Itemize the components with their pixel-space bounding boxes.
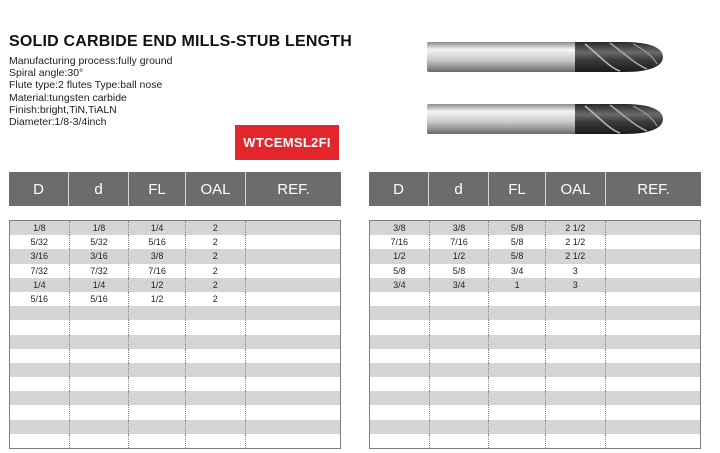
cell-d-outer [10, 349, 70, 363]
cell-ref [246, 405, 340, 419]
cell-oal [186, 434, 246, 448]
cell-d-outer: 5/32 [10, 235, 70, 249]
cell-oal [546, 391, 606, 405]
cell-d-outer: 1/8 [10, 221, 70, 235]
cell-ref [606, 306, 700, 320]
table-row [10, 405, 340, 419]
cell-fl: 5/8 [489, 221, 546, 235]
cell-d-outer: 1/4 [10, 278, 70, 292]
cell-d-shank [430, 349, 490, 363]
cell-d-outer: 1/2 [370, 249, 430, 263]
cell-d-outer [10, 434, 70, 448]
cell-d-shank [430, 377, 490, 391]
cell-d-outer [370, 405, 430, 419]
cell-d-outer [10, 405, 70, 419]
table-row [370, 306, 700, 320]
header-d-shank: d [69, 172, 129, 206]
cell-d-shank [70, 349, 130, 363]
cell-d-shank [430, 292, 490, 306]
cell-d-outer [10, 320, 70, 334]
cell-fl [129, 377, 186, 391]
spec-material: Material:tungsten carbide [9, 91, 127, 104]
cell-d-shank: 1/8 [70, 221, 130, 235]
cell-fl: 3/4 [489, 264, 546, 278]
cell-d-shank: 7/32 [70, 264, 130, 278]
cell-fl [129, 320, 186, 334]
cell-fl [489, 320, 546, 334]
table-row [370, 405, 700, 419]
spec-list [9, 55, 172, 128]
cell-d-shank [430, 420, 490, 434]
table-row [370, 235, 700, 249]
cell-d-outer [10, 377, 70, 391]
cell-oal: 2 [186, 221, 246, 235]
cell-d-outer [370, 420, 430, 434]
table-row [10, 249, 340, 263]
cell-oal [186, 363, 246, 377]
table-row [370, 221, 700, 235]
cell-fl [489, 377, 546, 391]
cell-d-shank: 3/16 [70, 249, 130, 263]
cell-ref [606, 377, 700, 391]
cell-d-shank [70, 434, 130, 448]
table-row [370, 278, 700, 292]
cell-d-outer [10, 306, 70, 320]
table-row [10, 306, 340, 320]
spec-diameter: Diameter:1/8-3/4inch [9, 116, 107, 129]
cell-fl: 1 [489, 278, 546, 292]
cell-d-outer [370, 306, 430, 320]
cell-oal [186, 335, 246, 349]
header-ref: REF. [637, 180, 670, 198]
cell-d-outer: 5/16 [10, 292, 70, 306]
table-row [10, 221, 340, 235]
cell-d-shank: 1/4 [70, 278, 130, 292]
cell-oal: 2 [186, 292, 246, 306]
table-row [10, 420, 340, 434]
cell-oal [546, 306, 606, 320]
spec-finish: Finish:bright,TiN,TiALN [9, 103, 117, 116]
cell-d-shank [70, 363, 130, 377]
table-row [10, 320, 340, 334]
cell-d-outer [10, 335, 70, 349]
cell-ref [246, 249, 340, 263]
cell-oal: 2 1/2 [546, 221, 606, 235]
table-row [10, 292, 340, 306]
header-fl: FL [129, 172, 186, 206]
cell-oal: 3 [546, 264, 606, 278]
cell-ref [606, 264, 700, 278]
cell-oal [546, 349, 606, 363]
cell-fl [489, 391, 546, 405]
cell-ref [246, 306, 340, 320]
cell-fl [129, 405, 186, 419]
cell-d-shank: 7/16 [430, 235, 490, 249]
table-row [370, 335, 700, 349]
cell-oal [186, 405, 246, 419]
header-oal: OAL [186, 172, 246, 206]
cell-oal: 2 [186, 278, 246, 292]
cell-d-shank [70, 335, 130, 349]
cell-ref [606, 278, 700, 292]
cell-d-outer [370, 349, 430, 363]
cell-fl [129, 434, 186, 448]
cell-ref [606, 235, 700, 249]
table-row [370, 292, 700, 306]
spec-spiral-angle: Spiral angle:30° [9, 67, 84, 80]
cell-oal [546, 434, 606, 448]
table-row [10, 235, 340, 249]
cell-d-outer: 3/8 [370, 221, 430, 235]
cell-ref [246, 320, 340, 334]
table-row [10, 349, 340, 363]
cell-d-shank [430, 405, 490, 419]
cell-fl [129, 363, 186, 377]
spec-manufacturing: Manufacturing process:fully ground [9, 55, 173, 67]
table-row [370, 420, 700, 434]
cell-d-outer [370, 377, 430, 391]
cell-fl: 5/8 [489, 235, 546, 249]
cell-oal [546, 420, 606, 434]
cell-d-shank: 3/4 [430, 278, 490, 292]
cell-d-shank [430, 320, 490, 334]
cell-oal [546, 335, 606, 349]
header-oal: OAL [546, 172, 606, 206]
cell-ref [606, 391, 700, 405]
cell-ref [246, 434, 340, 448]
cell-d-shank [430, 335, 490, 349]
table-row [10, 363, 340, 377]
cell-d-outer [10, 363, 70, 377]
cell-d-shank: 5/16 [70, 292, 130, 306]
cell-ref [606, 434, 700, 448]
cell-oal: 2 1/2 [546, 249, 606, 263]
cell-fl [489, 363, 546, 377]
table-row [10, 278, 340, 292]
cell-ref [606, 249, 700, 263]
cell-d-outer: 3/16 [10, 249, 70, 263]
cell-oal [186, 306, 246, 320]
product-code-badge: WTCEMSL2FI [235, 125, 339, 160]
spec-table-left [9, 172, 341, 449]
end-mill-2 [427, 104, 663, 134]
table-header [9, 172, 341, 206]
cell-d-shank [70, 420, 130, 434]
cell-ref [606, 405, 700, 419]
cell-d-outer [370, 335, 430, 349]
cell-ref [246, 292, 340, 306]
header-ref: REF. [277, 180, 310, 198]
cell-fl: 1/4 [129, 221, 186, 235]
cell-fl [489, 420, 546, 434]
cell-oal: 2 [186, 264, 246, 278]
cell-fl [129, 391, 186, 405]
header-d-shank: d [429, 172, 489, 206]
header-fl: FL [489, 172, 546, 206]
cell-oal: 2 [186, 235, 246, 249]
cell-ref [606, 320, 700, 334]
cell-d-shank [70, 405, 130, 419]
cell-d-shank [70, 320, 130, 334]
cell-d-outer [10, 391, 70, 405]
cell-d-shank: 1/2 [430, 249, 490, 263]
table-header [369, 172, 701, 206]
cell-d-shank: 3/8 [430, 221, 490, 235]
table-row [370, 363, 700, 377]
cell-oal [186, 377, 246, 391]
cell-oal: 2 1/2 [546, 235, 606, 249]
cell-ref [246, 278, 340, 292]
cell-d-shank: 5/8 [430, 264, 490, 278]
cell-oal: 2 [186, 249, 246, 263]
cell-fl [129, 335, 186, 349]
cell-fl: 1/2 [129, 292, 186, 306]
cell-d-outer: 3/4 [370, 278, 430, 292]
cell-fl: 3/8 [129, 249, 186, 263]
cell-ref [606, 420, 700, 434]
end-mill-product-image [425, 38, 675, 148]
cell-d-shank [430, 434, 490, 448]
cell-d-shank [70, 306, 130, 320]
cell-fl: 7/16 [129, 264, 186, 278]
cell-ref [246, 391, 340, 405]
cell-d-shank [430, 391, 490, 405]
cell-d-outer [370, 391, 430, 405]
cell-ref [606, 335, 700, 349]
cell-oal [546, 377, 606, 391]
cell-d-shank [430, 363, 490, 377]
cell-d-shank: 5/32 [70, 235, 130, 249]
cell-oal [546, 292, 606, 306]
cell-oal [186, 391, 246, 405]
header-d-outer: D [369, 172, 429, 206]
table-row [370, 377, 700, 391]
page-title: SOLID CARBIDE END MILLS-STUB LENGTH [9, 33, 352, 50]
table-body [369, 220, 701, 449]
spec-flute-type: Flute type:2 flutes Type:ball nose [9, 79, 163, 92]
cell-d-shank [70, 391, 130, 405]
table-row [10, 264, 340, 278]
header-d-outer: D [9, 172, 69, 206]
cell-fl: 1/2 [129, 278, 186, 292]
cell-ref [606, 349, 700, 363]
cell-ref [246, 221, 340, 235]
cell-oal [186, 349, 246, 363]
cell-ref [606, 363, 700, 377]
cell-d-outer: 7/16 [370, 235, 430, 249]
table-row [10, 335, 340, 349]
table-row [370, 264, 700, 278]
cell-oal [546, 405, 606, 419]
cell-d-outer [370, 292, 430, 306]
table-row [370, 349, 700, 363]
cell-fl [129, 349, 186, 363]
table-row [370, 391, 700, 405]
end-mill-1 [427, 42, 663, 72]
cell-d-shank [430, 306, 490, 320]
cell-fl [489, 405, 546, 419]
cell-fl: 5/8 [489, 249, 546, 263]
table-row [370, 320, 700, 334]
cell-d-outer: 5/8 [370, 264, 430, 278]
cell-ref [246, 235, 340, 249]
cell-ref [606, 292, 700, 306]
cell-ref [246, 264, 340, 278]
cell-d-outer [370, 434, 430, 448]
cell-d-outer [370, 363, 430, 377]
cell-fl [489, 306, 546, 320]
table-row [10, 434, 340, 448]
table-row [10, 377, 340, 391]
cell-oal [546, 363, 606, 377]
cell-fl [489, 349, 546, 363]
cell-ref [246, 349, 340, 363]
cell-oal [186, 420, 246, 434]
cell-fl [489, 434, 546, 448]
table-body [9, 220, 341, 449]
table-row [370, 434, 700, 448]
cell-oal [546, 320, 606, 334]
table-row [370, 249, 700, 263]
cell-fl [129, 420, 186, 434]
spec-table-right [369, 172, 701, 449]
cell-fl [489, 292, 546, 306]
cell-d-outer [10, 420, 70, 434]
cell-fl [129, 306, 186, 320]
cell-oal [186, 320, 246, 334]
cell-ref [246, 363, 340, 377]
cell-ref [246, 377, 340, 391]
cell-d-outer [370, 320, 430, 334]
cell-fl: 5/16 [129, 235, 186, 249]
cell-d-shank [70, 377, 130, 391]
cell-ref [606, 221, 700, 235]
table-row [10, 391, 340, 405]
cell-ref [246, 420, 340, 434]
cell-d-outer: 7/32 [10, 264, 70, 278]
cell-ref [246, 335, 340, 349]
cell-oal: 3 [546, 278, 606, 292]
cell-fl [489, 335, 546, 349]
